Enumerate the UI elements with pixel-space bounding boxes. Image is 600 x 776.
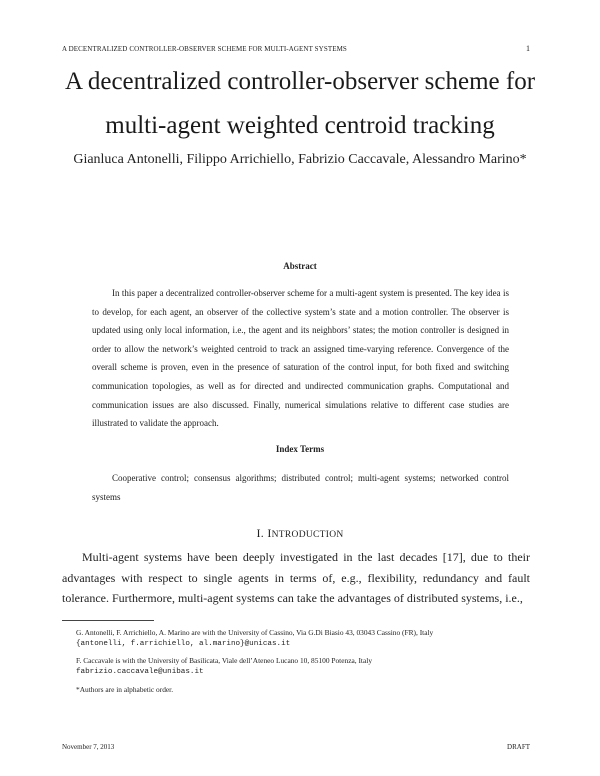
index-terms-text: Cooperative control; consensus algorithms; distributed control; multi-agent systems; networked control systems [92,473,509,502]
abstract-text: In this paper a decentralized controller-observer scheme for a multi-agent system is presented. The key idea is to develop, for each agent, an observer of the collective system’s state and a motion controller. The observer is updated using only local information, i.e., the agent and its neighbors’ states; the motion controller is designed in order to allow the network’s weighted centroid to track an assigned time-varying reference. Convergence of the overall scheme is proven, even in the presence of saturation of the control input, for both fixed and switching communication topologies, as well as for directed and undirected communication graphs. Computational and communication issues are also discussed. Finally, numerical simulations relative to different case studies are illustrated to validate the approach. [92,288,509,429]
paper-title [0,60,600,148]
running-header: A DECENTRALIZED CONTROLLER-OBSERVER SCHEME FOR MULTI-AGENT SYSTEMS [62,45,347,53]
abstract-heading: Abstract [283,261,317,271]
footnote-1-text: G. Antonelli, F. Arrichiello, A. Marino are with the University of Cassino, Via G.Di Biasio 43, 03043 Cassino (FR), Italy [76,628,434,637]
footnote-2-email: fabrizio.caccavale@unibas.it [76,667,204,676]
footnote-2-text: F. Caccavale is with the University of Basilicata, Viale dell’Ateneo Lucano 10, 85100 Potenza, Italy [76,656,373,665]
page-number: 1 [526,44,530,53]
footnote-affiliation-cassino [62,627,530,650]
section-heading-introduction [0,526,600,541]
index-terms-heading: Index Terms [275,444,325,454]
footer-date: November 7, 2013 [62,743,115,751]
footer-status: DRAFT [507,743,530,751]
footnote-1-email: {antonelli, f.arrichiello, al.marino}@unicas.it [76,639,291,648]
author-list: Gianluca Antonelli, Filippo Arrichiello, Fabrizio Caccavale, Alessandro Marino* [73,152,527,167]
footnote-alphabetic-order: *Authors are in alphabetic order. [76,685,174,694]
title-line-1: A decentralized controller-observer scheme for [64,68,536,95]
title-line-2: multi-agent weighted centroid tracking [105,112,495,139]
intro-paragraph: Multi-agent systems have been deeply investigated in the last decades [17], due to their advantages with respect to single agents in terms of, e.g., flexibility, redundancy and fault tolerance. Furthermore, multi-agent systems can take the advantages of distributed systems, i.e., [62,550,530,605]
footnote-rule [62,620,154,621]
section-name-smallcaps: NTRODUCTION [271,530,344,540]
footnote-affiliation-basilicata [62,655,530,678]
section-number: I. I [256,526,272,540]
